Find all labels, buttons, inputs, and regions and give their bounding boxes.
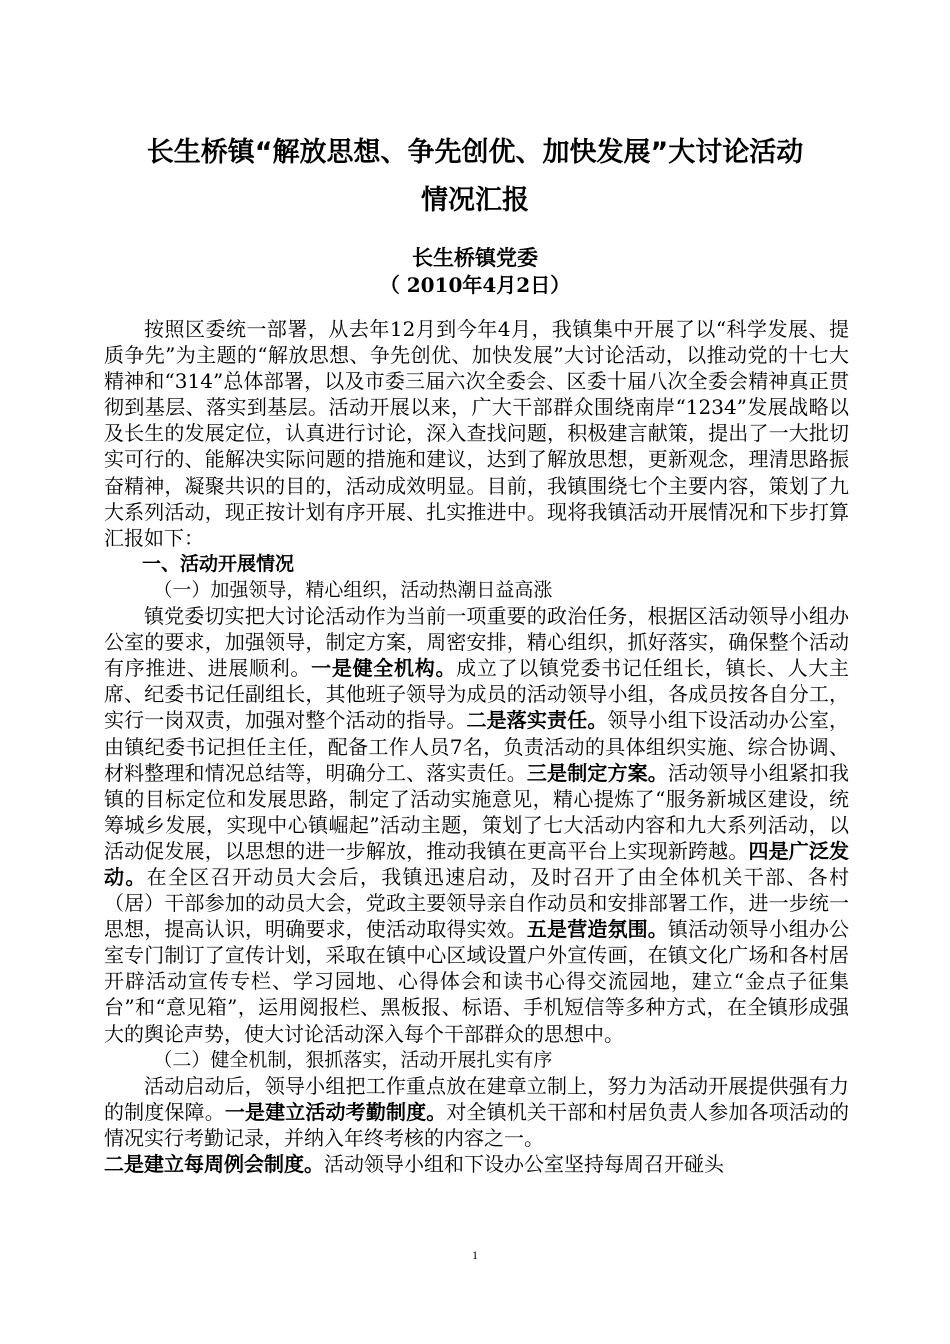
section-heading-1: 一、活动开展情况 <box>142 552 295 575</box>
paragraph-text: 活动启动后，领导小组把工作重点放在建章立制上，努力为活动开展提供强有力的制度保障。 <box>104 1073 849 1124</box>
intro-paragraph: 按照区委统一部署，从去年12月到今年4月，我镇集中开展了以“科学发展、提质争先”为主题的“解放思想、争先创优、加快发展”大讨论活动，以推动党的十七大精神和“314”总体部署，以及市委三届六次全委会、区委十届八次全委会精神真正贯彻到基层、落实到基层。活动开展以来，广大干部群众围绕南岸“1234”发展战略以及长生的发展定位，认真进行讨论，深入查找问题，积极建言献策，提出了一大批切实可行的、能解决实际问题的措施和建议，达到了解放思想，更新观念，理清思路振奋精神，凝聚共识的目的，活动成效明显。目前，我镇围绕七个主要内容，策划了九大系列活动，现正按计划有序开展、扎实推进中。现将我镇活动开展情况和下步打算汇报如下： <box>104 317 849 550</box>
subsection-2-paragraph <box>104 1073 849 1151</box>
paragraph-text: 活动领导小组和下设办公室坚持每周召开碰头 <box>324 1152 724 1176</box>
page-number: 1 <box>472 1248 478 1262</box>
subsection-1-paragraph <box>104 603 849 1047</box>
document-title-line-1: 长生桥镇“解放思想、争先创优、加快发展”大讨论活动 <box>146 137 804 168</box>
bold-keyword: 二是建立每周例会制度。 <box>104 1152 324 1176</box>
paragraph-text: 成立了以镇党委书记任组长，镇长、人大主席、纪委书记任副组长，其他班子领导为成员的活动领导小组，各成员按各自分工，实行一岗双责，加强对整个活动的指导。 <box>104 656 850 733</box>
author-line: 长生桥镇党委 <box>412 245 538 270</box>
paragraph-text: 领导小组下设活动办公室，由镇纪委书记担任主任，配备工作人员7名，负责活动的具体组织实施、综合协调、材料整理和情况总结等，明确分工、落实责任。 <box>104 708 850 785</box>
paragraph-text: 在全区召开动员大会后，我镇迅速启动，及时召开了由全体机关干部、各村（居）干部参加的动员大会，党政主要领导亲自作动员和安排部署工作，进一步统一思想，提高认识，明确要求，使活动取得实效。 <box>104 864 850 942</box>
document-title-line-2: 情况汇报 <box>421 185 529 216</box>
bold-keyword: 一是建立活动考勤制度。 <box>224 1099 447 1124</box>
bold-keyword: 二是落实责任。 <box>466 708 608 733</box>
document-body <box>104 316 849 1177</box>
bold-keyword: 五是营造氛围。 <box>526 917 668 942</box>
subsection-heading-2: （二）健全机制，狠抓落实，活动开展扎实有序 <box>153 1048 553 1071</box>
paragraph-text: 镇党委切实把大讨论活动作为当前一项重要的政治任务，根据区活动领导小组办公室的要求，加强领导，制定方案，周密安排，精心组织，抓好落实，确保整个活动有序推进、进展顺利。 <box>104 604 849 681</box>
bold-keyword: 四是广泛发动。 <box>104 838 850 889</box>
date-line: （ 2010年4月2日） <box>379 273 571 297</box>
paragraph-text: 活动领导小组紧扣我镇的目标定位和发展思路，制定了活动实施意见，精心提炼了“服务新城区建设，统筹城乡发展，实现中心镇崛起”活动主题，策划了七大活动内容和九大系列活动，以活动促发展，以思想的进一步解放，推动我镇在更高平台上实现新跨越。 <box>104 760 850 863</box>
subsection-2-paragraph-continued <box>104 1151 849 1177</box>
bold-keyword: 三是制定方案。 <box>526 760 668 785</box>
subsection-heading-1: （一）加强领导，精心组织，活动热潮日益高涨 <box>153 578 553 601</box>
paragraph-text: 对全镇机关干部和村居负责人参加各项活动的情况实行考勤记录，并纳入年终考核的内容之一。 <box>104 1099 850 1150</box>
paragraph-text: 镇活动领导小组办公室专门制订了宣传计划，采取在镇中心区域设置户外宣传画，在镇文化广场和各村居开辟活动宣传专栏、学习园地、心得体会和读书心得交流园地，建立“金点子征集台”和“意见箱”，运用阅报栏、黑板报、标语、手机短信等多种方式，在全镇形成强大的舆论声势，使大讨论活动深入每个干部群众的思想中。 <box>104 917 850 1046</box>
bold-keyword: 一是健全机构。 <box>311 656 457 681</box>
